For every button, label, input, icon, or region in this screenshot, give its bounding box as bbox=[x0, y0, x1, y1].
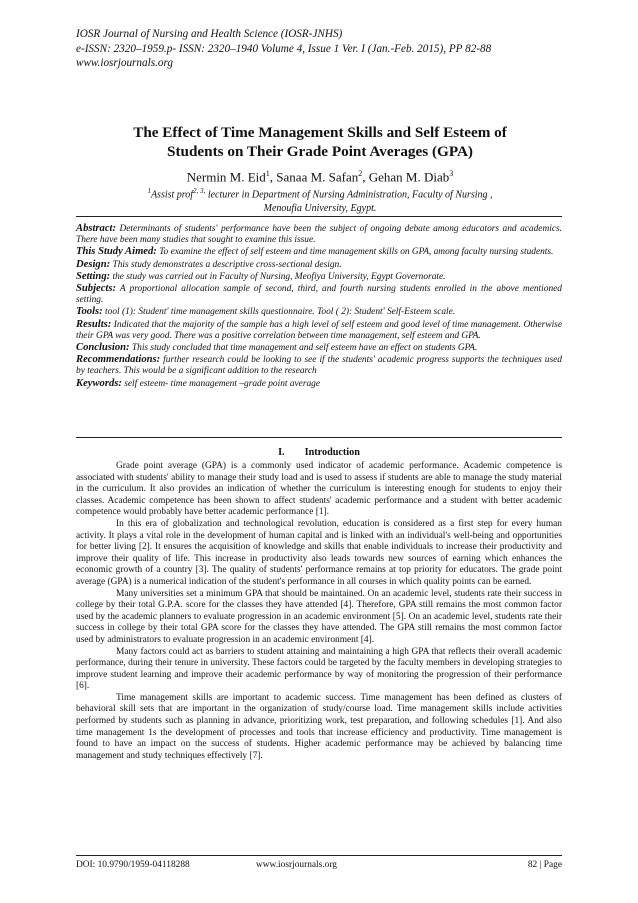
subjects-paragraph bbox=[76, 283, 562, 306]
footer-page-number: 82 | Page bbox=[527, 860, 562, 870]
section-number: I. bbox=[278, 447, 285, 458]
setting-text: the study was carried out in Faculty of Nursing, Meofiya University, Egypt Governorate. bbox=[110, 271, 446, 282]
author-3-sup: 3 bbox=[449, 169, 454, 178]
recommendations-paragraph bbox=[76, 354, 562, 377]
tools-label: Tools: bbox=[76, 306, 103, 318]
design-label: Design: bbox=[76, 258, 111, 270]
author-2-sup: 2 bbox=[358, 169, 363, 178]
design-paragraph bbox=[76, 259, 562, 271]
recommendations-label: Recommendations: bbox=[76, 354, 161, 366]
title-line-1: The Effect of Time Management Skills and Self Esteem of bbox=[133, 124, 507, 141]
affiliation-sup-2: 2, 3, bbox=[193, 187, 206, 195]
recommendations-text: further research could be looking to see if the students' academic progress supports the techniques used by teachers. This would be a significant addition to the research bbox=[76, 355, 562, 377]
journal-header bbox=[76, 27, 576, 71]
aim-paragraph bbox=[76, 246, 562, 258]
author-2: Sanaa M. Safan bbox=[276, 169, 359, 185]
journal-website: www.iosrjournals.org bbox=[76, 57, 173, 69]
abstract-paragraph bbox=[76, 223, 562, 246]
abstract-top-rule bbox=[76, 216, 562, 217]
abstract-text: Determinants of students' performance have been the subject of ongoing debate among educators and academics. There have been many studies that sought to examine this issue. bbox=[76, 224, 562, 246]
subjects-text: A proportional allocation sample of second, third, and fourth nursing students enrolled in the above mentioned setting. bbox=[76, 284, 562, 306]
keywords-paragraph bbox=[76, 378, 562, 390]
aim-label: This Study Aimed: bbox=[76, 246, 157, 258]
paper-title bbox=[70, 123, 570, 161]
aim-text: To examine the effect of self esteem and time management skills on GPA, among faculty nursing students. bbox=[156, 247, 554, 258]
journal-issn: e-ISSN: 2320–1959.p- ISSN: 2320–1940 Volume 4, Issue 1 Ver. I (Jan.-Feb. 2015), PP 82-88 bbox=[76, 42, 492, 55]
affiliation-role-1: Assist prof bbox=[150, 189, 194, 201]
author-3: Gehan M. Diab bbox=[368, 169, 450, 185]
affiliation bbox=[70, 185, 570, 215]
footer-rule bbox=[76, 855, 562, 856]
results-paragraph bbox=[76, 319, 562, 342]
footer-website: www.iosrjournals.org bbox=[256, 860, 337, 870]
author-1: Nermin M. Eid bbox=[186, 169, 266, 185]
results-label: Results: bbox=[76, 318, 112, 330]
body-paragraph-2: In this era of globalization and technological revolution, education is considered as a first step for every human activity. It plays a vital role in the development of human capital and is linked with an individual's well-being and opportunities for better living [2]. It ensures the acquisition of knowledge and skills that enable individuals to increase their productivity and improve their quality of life. This increase in productivity also leads towards new sources of earning which enhances the economic growth of a country [3]. The quality of students' performance remains at top priority for educators. The grade point average (GPA) is a numerical indication of the student's performance in all courses in which quality points can be earned. bbox=[76, 518, 562, 587]
affiliation-line-2: Menoufia University, Egypt. bbox=[263, 202, 377, 214]
body-paragraph-5: Time management skills are important to academic success. Time management has been defined as clusters of behavioral skill sets that are important in the organization of study/course load. Time management skills include activities performed by students such as planning in advance, prioritizing work, test preparation, and following schedules [1]. And also time management 1s the development of processes and tools that increase efficiency and productivity. Time management is found to have an impact on the success of students. Higher academic performance may be achieved by balancing time management and study techniques effectively [7]. bbox=[76, 692, 562, 761]
body-text bbox=[76, 461, 562, 762]
section-title: Introduction bbox=[304, 447, 360, 458]
section-heading bbox=[76, 447, 562, 458]
keywords-label: Keywords: bbox=[76, 377, 122, 389]
setting-paragraph bbox=[76, 271, 562, 283]
affiliation-line-1 bbox=[70, 185, 570, 202]
title-line-2: Students on Their Grade Point Averages (GPA) bbox=[167, 143, 473, 160]
abstract-bottom-rule bbox=[76, 437, 562, 438]
keywords-text: self esteem- time management –grade point average bbox=[121, 378, 321, 389]
footer-doi: DOI: 10.9790/1959-04118288 bbox=[76, 860, 190, 870]
abstract-label: Abstract: bbox=[76, 223, 117, 234]
affiliation-sup-1: 1 bbox=[147, 187, 151, 195]
setting-label: Setting: bbox=[76, 270, 111, 282]
conclusion-paragraph bbox=[76, 342, 562, 354]
body-paragraph-4: Many factors could act as barriers to student attaining and maintaining a high GPA that reflects their overall academic performance, during their tenure in university. These factors could be targeted by the faculty members in developing strategies to improve student learning and improve their academic performance by way of monitoring the progression of their performance [6]. bbox=[76, 646, 562, 692]
subjects-label: Subjects: bbox=[76, 283, 117, 295]
conclusion-text: This study concluded that time management and self esteem have an effect on students GPA. bbox=[129, 343, 478, 354]
body-paragraph-1: Grade point average (GPA) is a commonly used indicator of academic performance. Academic competence is associated with students' ability to manage their study load and is used to assess if students are able to manage the study material in the curriculum. It also provides an indication of whether the curriculum is interesting enough for students to enjoy their classes. Academic competence has been shown to affect students' academic performance and a student with better academic competence would probably have better academic performance [1]. bbox=[76, 461, 562, 518]
affiliation-role-2: lecturer in Department of Nursing Administration, Faculty of Nursing , bbox=[205, 189, 493, 201]
tools-paragraph bbox=[76, 306, 562, 318]
author-1-sup: 1 bbox=[265, 169, 270, 178]
results-text: Indicated that the majority of the sample has a high level of self esteem and good level of time management. Otherwise their GPA was very good. There was a positive correlation between time management, self esteem and GPA. bbox=[76, 319, 562, 341]
abstract-block bbox=[76, 223, 562, 390]
author-list: Nermin M. Eid$^1$, Sanaa M. Safan$^2$, Gehan M. Diab$^3$ bbox=[186, 169, 454, 185]
journal-name: IOSR Journal of Nursing and Health Science (IOSR-JNHS) bbox=[76, 28, 343, 40]
tools-text: tool (1): Student' time management skills questionnaire. Tool ( 2): Student' Self-Esteem scale. bbox=[102, 307, 456, 318]
design-text: This study demonstrates a descriptive cross-sectional design. bbox=[110, 259, 342, 270]
conclusion-label: Conclusion: bbox=[76, 342, 130, 354]
body-paragraph-3: Many universities set a minimum GPA that should be maintained. On an academic level, students rate their success in college by their total G.P.A. score for the classes they have attended [4]. Therefore, GPA still remains the most common factor used by the academic planners to evaluate progression in an academic environment [5]. On an academic level, students rate their success in college by their total GPA score for the classes they have attended. The GPA still remains the most common factor used by administrators to evaluate progression in an academic environment [4]. bbox=[76, 588, 562, 645]
